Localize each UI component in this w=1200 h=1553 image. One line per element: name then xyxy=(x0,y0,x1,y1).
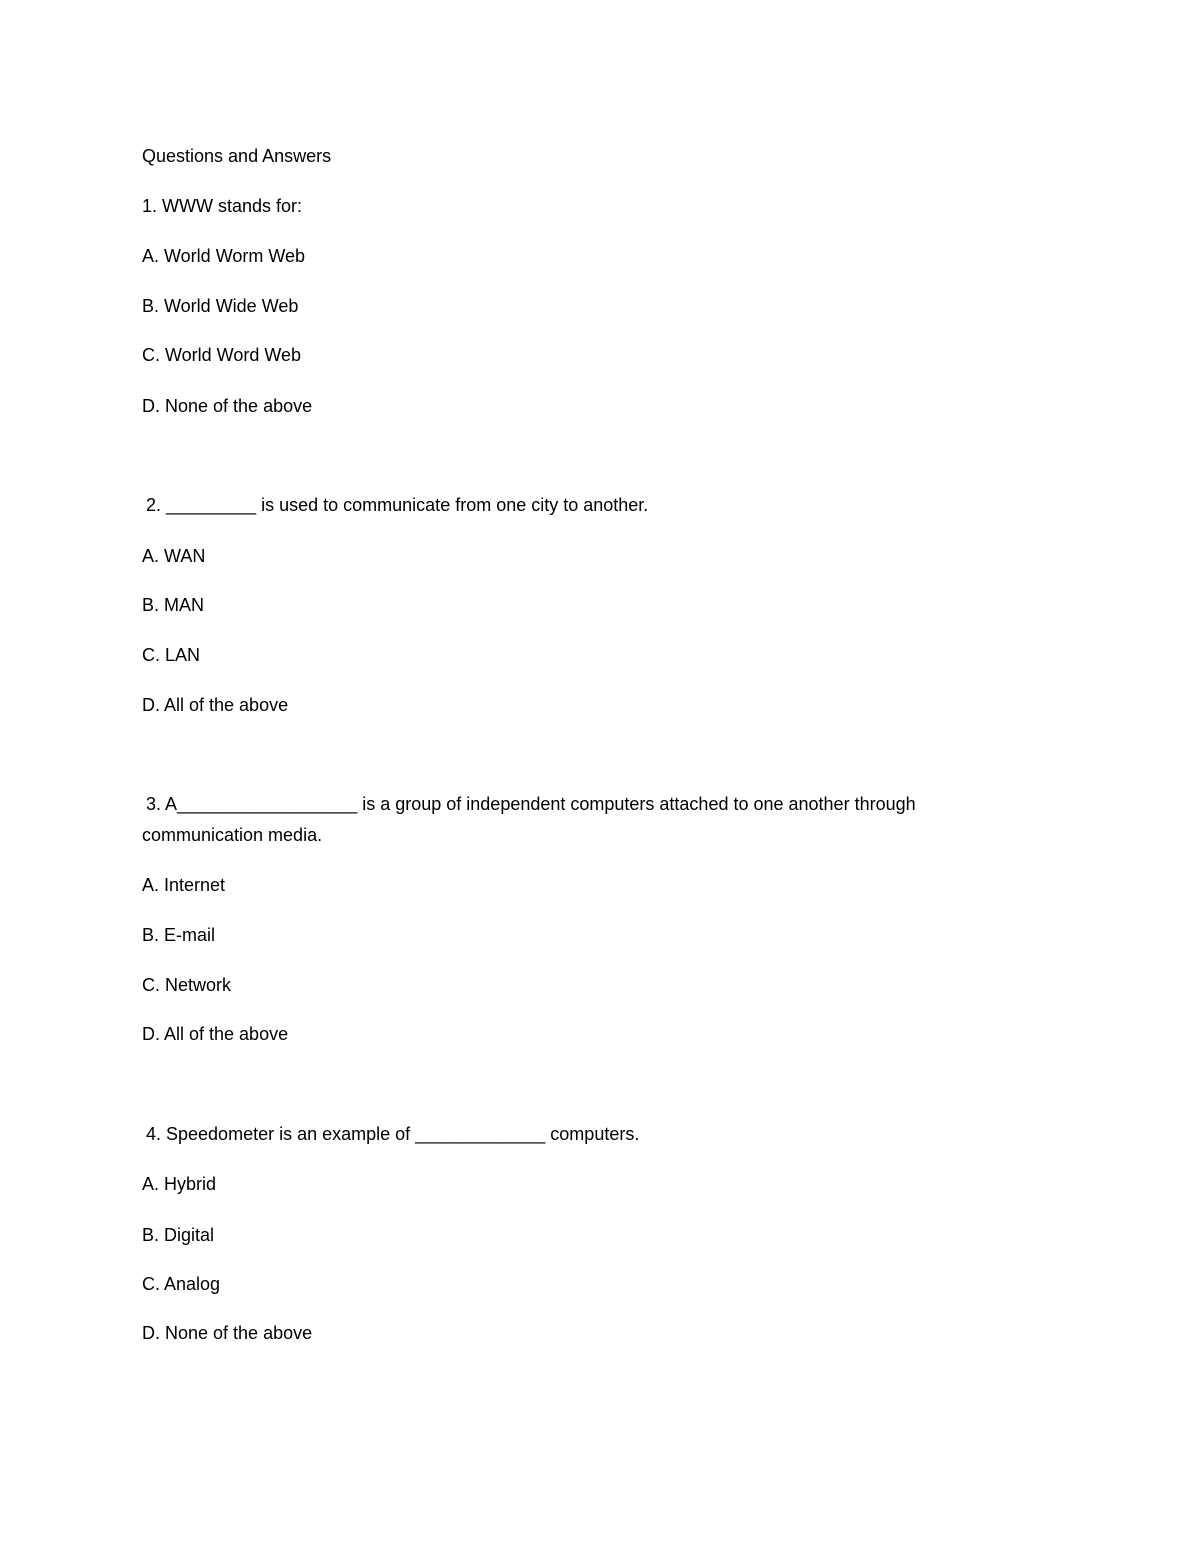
question-3-option-d: D. All of the above xyxy=(142,1024,289,1044)
question-1-option-b: B. World Wide Web xyxy=(142,296,299,316)
question-2-option-a: A. WAN xyxy=(142,546,206,566)
question-4-option-a: A. Hybrid xyxy=(142,1174,217,1194)
question-4-option-b: B. Digital xyxy=(142,1225,215,1245)
question-2-prompt: 2. _________ is used to communicate from one city to another. xyxy=(146,495,649,515)
question-4-option-d: D. None of the above xyxy=(142,1323,313,1343)
question-4-option-c: C. Analog xyxy=(142,1274,221,1294)
question-1-option-a: A. World Worm Web xyxy=(142,246,306,266)
question-3-prompt-line-2: communication media. xyxy=(142,825,323,845)
document-title: Questions and Answers xyxy=(142,146,332,166)
question-1-option-c: C. World Word Web xyxy=(142,345,302,365)
question-1-option-d: D. None of the above xyxy=(142,396,313,416)
question-3-option-b: B. E-mail xyxy=(142,925,216,945)
question-3-option-c: C. Network xyxy=(142,975,232,995)
question-2-option-c: C. LAN xyxy=(142,645,201,665)
question-2-option-d: D. All of the above xyxy=(142,695,289,715)
question-2-option-b: B. MAN xyxy=(142,595,205,615)
question-3-prompt-line-1: 3. A__________________ is a group of independent computers attached to one another through xyxy=(146,794,916,814)
question-1-prompt: 1. WWW stands for: xyxy=(142,196,303,216)
question-3-option-a: A. Internet xyxy=(142,875,226,895)
question-4-prompt: 4. Speedometer is an example of _____________ computers. xyxy=(146,1124,640,1144)
